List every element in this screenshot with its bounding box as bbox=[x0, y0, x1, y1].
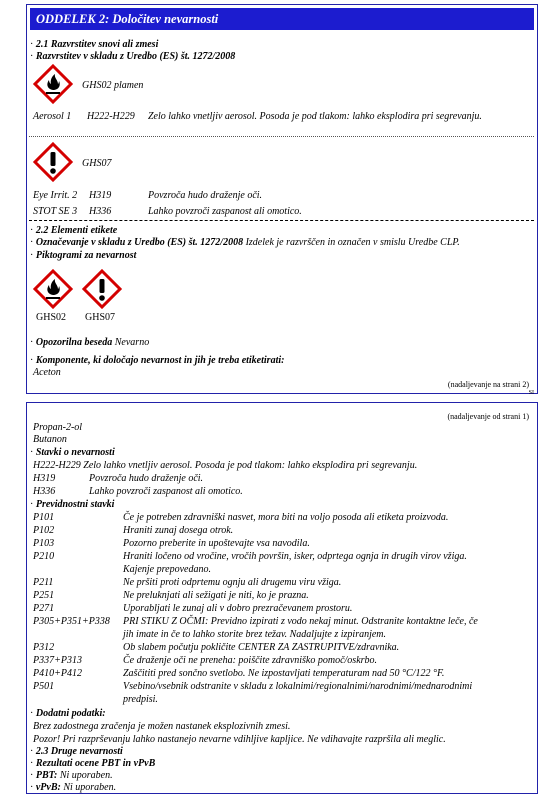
s22-regulation: · Označevanje v skladu z Uredbo (ES) št. 1272/2008 Izdelek je razvrščen in označen v smislu Uredbe CLP. bbox=[30, 237, 460, 248]
pbt-result: · PBT: Ni uporaben. bbox=[30, 770, 113, 781]
additional-info-heading: · Dodatni podatki: bbox=[30, 708, 106, 719]
eye-code: H319 bbox=[89, 190, 112, 201]
p-text: Ne pršiti proti odprtemu ognju ali drugemu viru vžiga. bbox=[123, 577, 342, 588]
p-text: Zaščititi pred sončno svetlobo. Ne izpostavljati temperaturam nad 50 °C/122 °F. bbox=[123, 668, 445, 679]
ghs07-exclamation-icon bbox=[33, 142, 73, 182]
eye-class: Eye Irrit. 2 bbox=[33, 190, 78, 201]
precautionary-heading: · Previdnostni stavki bbox=[30, 499, 115, 510]
s23-heading: · 2.3 Druge nevarnosti bbox=[30, 746, 123, 757]
hazard-statement: H222-H229 Zelo lahko vnetljiv aerosol. Posoda je pod tlakom: lahko eksplodira pri segrevanju. bbox=[33, 460, 418, 471]
s21-regulation: · Razvrstitev v skladu z Uredbo (ES) št. 1272/2008 bbox=[30, 51, 236, 62]
p-code: P305+P351+P338 bbox=[33, 616, 110, 627]
p-text: Vsebino/vsebnik odstranite v skladu z lokalnimi/regionalnimi/narodnimi/mednarodnimi bbox=[123, 681, 473, 692]
components-heading: · Komponente, ki določajo nevarnost in jih je treba etiketirati: bbox=[30, 355, 285, 366]
divider bbox=[29, 136, 534, 137]
p-text: Uporabljati le zunaj ali v dobro prezračevanem prostoru. bbox=[123, 603, 353, 614]
additional-info-line: Brez zadostnega zračenja je možen nastanek eksplozivnih zmesi. bbox=[33, 721, 291, 732]
additional-info-line: Pozor! Pri razprševanju lahko nastanejo nevarne vdihljive kapljice. Ne vdihavajte razpršila ali meglic. bbox=[33, 734, 446, 745]
eye-text: Povzroča hudo draženje oči. bbox=[148, 190, 263, 201]
p-text: Ob slabem počutju pokličite CENTER ZA ZASTRUPITVE/zdravnika. bbox=[123, 642, 400, 653]
p-code: P337+P313 bbox=[33, 655, 82, 666]
hazard-text: Lahko povzroči zaspanost ali omotico. bbox=[89, 486, 243, 497]
p-text: jih imate in če to lahko storite brez težav. Nadaljujte z izpiranjem. bbox=[123, 629, 387, 640]
p-text: PRI STIKU Z OČMI: Previdno izpirati z vodo nekaj minut. Odstranite kontaktne leče, če bbox=[123, 616, 478, 627]
hazard-code: H336 bbox=[33, 486, 56, 497]
pictogram-label-ghs02: GHS02 bbox=[36, 312, 67, 323]
signal-word: · Opozorilna beseda Nevarno bbox=[30, 337, 150, 348]
p-code: P101 bbox=[33, 512, 55, 523]
continued-note: (nadaljevanje od strani 1) bbox=[447, 412, 529, 421]
vpvb-result: · vPvB: Ni uporaben. bbox=[30, 782, 117, 793]
pbt-heading: · Rezultati ocene PBT in vPvB bbox=[30, 758, 156, 769]
aerosol-text: Zelo lahko vnetljiv aerosol. Posoda je pod tlakom: lahko eksplodira pri segrevanju. bbox=[148, 111, 482, 122]
p-code: P251 bbox=[33, 590, 55, 601]
section-header: ODDELEK 2: Določitev nevarnosti bbox=[30, 8, 534, 30]
sds-page-2 bbox=[26, 402, 538, 794]
ghs02-flame-icon bbox=[33, 269, 73, 309]
aerosol-codes: H222-H229 bbox=[87, 111, 135, 122]
sds-page-1 bbox=[26, 4, 538, 394]
divider bbox=[29, 220, 534, 221]
s22-heading: · 2.2 Elementi etikete bbox=[30, 225, 118, 236]
component-item: Butanon bbox=[33, 434, 67, 445]
component-item: Propan-2-ol bbox=[33, 422, 83, 433]
p-code: P410+P412 bbox=[33, 668, 82, 679]
p-text: Če draženje oči ne preneha: poiščite zdravniško pomoč/oskrbo. bbox=[123, 655, 378, 666]
p-code: P501 bbox=[33, 681, 55, 692]
footer-code: SI bbox=[528, 390, 534, 396]
p-code: P312 bbox=[33, 642, 55, 653]
ghs07-exclamation-icon bbox=[82, 269, 122, 309]
p-code: P102 bbox=[33, 525, 55, 536]
p-text: Hraniti ločeno od vročine, vročih površin, isker, odprtega ognja in drugih virov vžiga. bbox=[123, 551, 467, 562]
p-code: P103 bbox=[33, 538, 55, 549]
p-text: Pozorno preberite in upoštevajte vsa navodila. bbox=[123, 538, 310, 549]
hazard-statements-heading: · Stavki o nevarnosti bbox=[30, 447, 115, 458]
continued-note: (nadaljevanje na strani 2) bbox=[447, 380, 529, 389]
stot-code: H336 bbox=[89, 206, 112, 217]
stot-class: STOT SE 3 bbox=[33, 206, 78, 217]
ghs02-flame-icon bbox=[33, 64, 73, 104]
p-text: Hraniti zunaj dosega otrok. bbox=[123, 525, 234, 536]
p-text: predpisi. bbox=[123, 694, 158, 705]
p-code: P210 bbox=[33, 551, 55, 562]
p-text: Kajenje prepovedano. bbox=[123, 564, 211, 575]
stot-text: Lahko povzroči zaspanost ali omotico. bbox=[148, 206, 302, 217]
hazard-code: H319 bbox=[33, 473, 56, 484]
p-code: P211 bbox=[33, 577, 54, 588]
s21-heading: · 2.1 Razvrstitev snovi ali zmesi bbox=[30, 39, 159, 50]
ghs07-label: GHS07 bbox=[82, 158, 112, 169]
p-code: P271 bbox=[33, 603, 55, 614]
ghs02-label: GHS02 plamen bbox=[82, 80, 144, 91]
component-item: Aceton bbox=[33, 367, 61, 378]
hazard-text: Povzroča hudo draženje oči. bbox=[89, 473, 204, 484]
pictograms-heading: · Piktogrami za nevarnost bbox=[30, 250, 137, 261]
aerosol-class: Aerosol 1 bbox=[33, 111, 72, 122]
p-text: Če je potreben zdravniški nasvet, mora biti na voljo posoda ali etiketa proizvoda. bbox=[123, 512, 449, 523]
p-text: Ne preluknjati ali sežigati je niti, ko je prazna. bbox=[123, 590, 309, 601]
pictogram-label-ghs07: GHS07 bbox=[85, 312, 116, 323]
